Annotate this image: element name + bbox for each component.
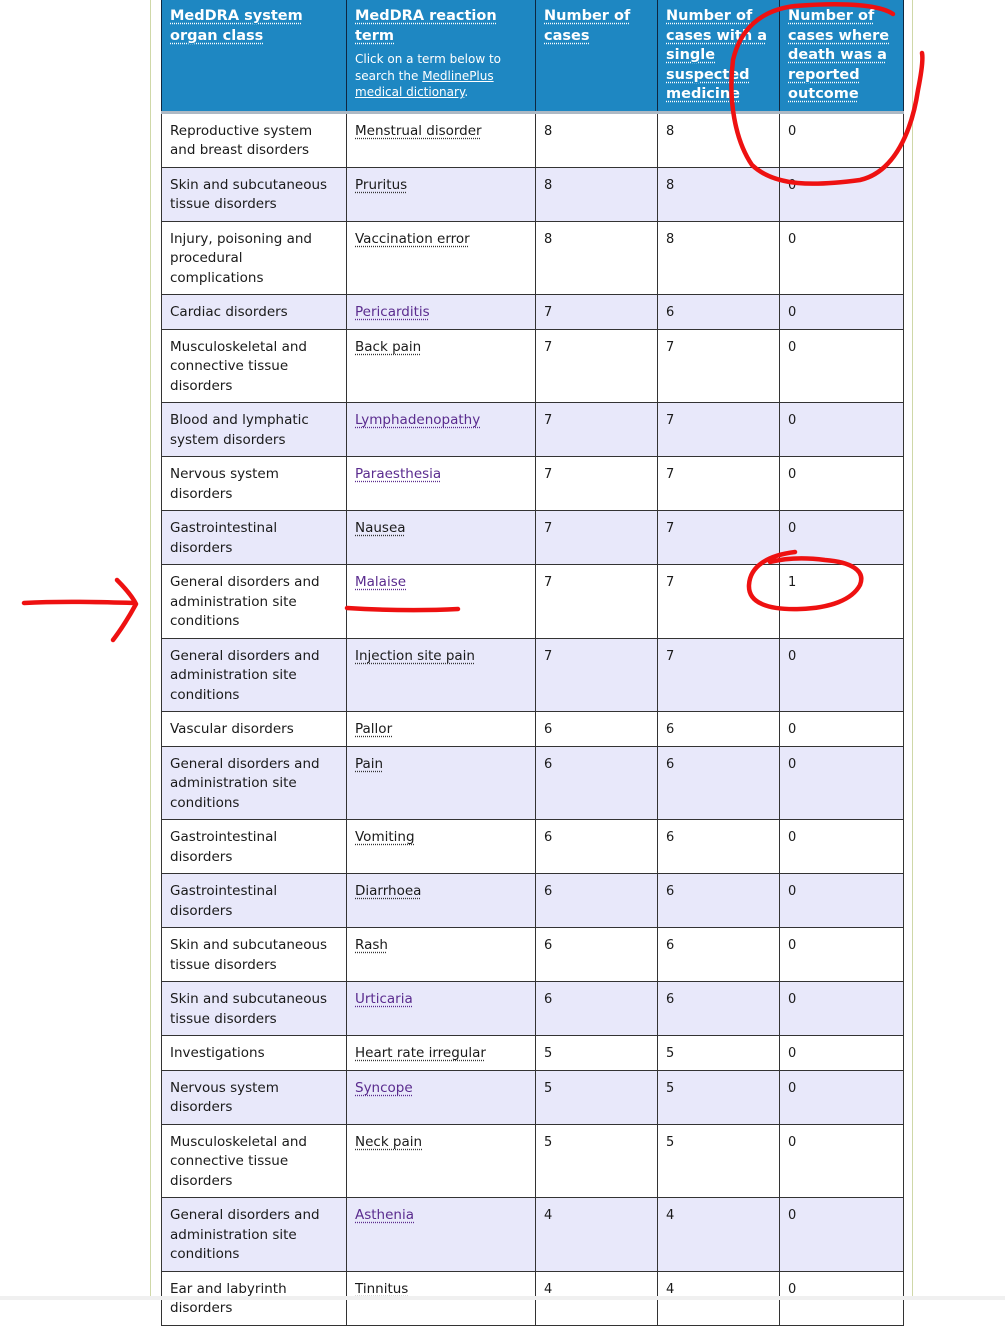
page-border-right bbox=[912, 0, 913, 1300]
cell-system-organ-class-value: Blood and lymphatic system disorders bbox=[170, 412, 309, 448]
cell-system-organ-class bbox=[162, 403, 347, 457]
cell-reaction-term bbox=[347, 295, 536, 330]
header-term-note-suffix: . bbox=[464, 85, 469, 99]
cell-number-of-cases-value: 4 bbox=[544, 1208, 553, 1223]
cell-death-outcome bbox=[780, 712, 904, 747]
cell-single-suspected-medicine-value: 6 bbox=[666, 938, 675, 953]
cell-single-suspected-medicine-value: 6 bbox=[666, 756, 675, 772]
cell-number-of-cases bbox=[536, 329, 658, 403]
cell-single-suspected-medicine bbox=[658, 1198, 780, 1272]
table-row bbox=[162, 403, 904, 457]
cell-number-of-cases-value: 6 bbox=[544, 884, 553, 899]
reaction-term-link[interactable]: Lymphadenopathy bbox=[355, 412, 481, 428]
cell-number-of-cases-value: 7 bbox=[544, 339, 553, 355]
cell-death-outcome bbox=[780, 112, 904, 167]
cell-single-suspected-medicine bbox=[658, 565, 780, 639]
cell-system-organ-class bbox=[162, 1070, 347, 1124]
header-term-note bbox=[355, 51, 527, 101]
cell-number-of-cases bbox=[536, 928, 658, 982]
cell-single-suspected-medicine bbox=[658, 638, 780, 712]
cell-single-suspected-medicine-value: 6 bbox=[666, 830, 675, 845]
cell-death-outcome-value: 0 bbox=[788, 339, 797, 355]
window-bottom-edge bbox=[0, 1296, 1005, 1300]
reaction-term-link[interactable]: Syncope bbox=[355, 1079, 413, 1096]
cell-number-of-cases bbox=[536, 1036, 658, 1071]
table-row bbox=[162, 820, 904, 874]
cell-system-organ-class bbox=[162, 167, 347, 221]
cell-single-suspected-medicine-value: 4 bbox=[666, 1281, 675, 1297]
cell-single-suspected-medicine-value: 7 bbox=[666, 413, 675, 428]
cell-system-organ-class bbox=[162, 511, 347, 565]
header-row bbox=[162, 0, 904, 112]
table-row bbox=[162, 638, 904, 712]
cell-number-of-cases-value: 6 bbox=[544, 992, 553, 1007]
cell-reaction-term bbox=[347, 403, 536, 457]
cell-system-organ-class bbox=[162, 874, 347, 928]
cell-reaction-term bbox=[347, 1070, 536, 1124]
cell-death-outcome bbox=[780, 928, 904, 982]
cell-single-suspected-medicine-value: 6 bbox=[666, 992, 675, 1007]
cell-death-outcome-value: 0 bbox=[788, 521, 797, 536]
cell-single-suspected-medicine-value: 6 bbox=[666, 884, 675, 899]
table-row bbox=[162, 511, 904, 565]
cell-system-organ-class-value: Musculoskeletal and connective tissue disorders bbox=[170, 1133, 307, 1189]
cell-system-organ-class-value: Skin and subcutaneous tissue disorders bbox=[170, 991, 328, 1027]
cell-number-of-cases-value: 7 bbox=[544, 467, 553, 482]
annotation-arrow-icon bbox=[24, 580, 136, 640]
cell-death-outcome-value: 0 bbox=[788, 177, 797, 193]
cell-death-outcome bbox=[780, 982, 904, 1036]
cell-single-suspected-medicine bbox=[658, 167, 780, 221]
reaction-term-link[interactable]: Rash bbox=[355, 937, 388, 953]
cell-system-organ-class bbox=[162, 295, 347, 330]
cell-reaction-term bbox=[347, 112, 536, 167]
cell-reaction-term bbox=[347, 329, 536, 403]
cell-single-suspected-medicine bbox=[658, 928, 780, 982]
cell-system-organ-class-value: Skin and subcutaneous tissue disorders bbox=[170, 937, 328, 973]
cell-system-organ-class-value: Nervous system disorders bbox=[170, 466, 279, 502]
cell-single-suspected-medicine bbox=[658, 712, 780, 747]
cell-number-of-cases-value: 8 bbox=[544, 231, 553, 247]
cell-death-outcome-value: 0 bbox=[788, 938, 797, 953]
cell-number-of-cases bbox=[536, 221, 658, 295]
header-cases-label[interactable]: Number of cases bbox=[544, 8, 631, 44]
table-row bbox=[162, 112, 904, 167]
cell-reaction-term bbox=[347, 874, 536, 928]
cell-single-suspected-medicine-value: 7 bbox=[666, 467, 675, 482]
cell-death-outcome-value: 0 bbox=[788, 1281, 797, 1297]
cell-number-of-cases-value: 6 bbox=[544, 830, 553, 845]
cell-number-of-cases bbox=[536, 820, 658, 874]
cell-system-organ-class-value: Ear and labyrinth disorders bbox=[170, 1280, 287, 1316]
cell-death-outcome-value: 0 bbox=[788, 1046, 797, 1061]
cell-number-of-cases-value: 6 bbox=[544, 722, 553, 737]
cell-number-of-cases bbox=[536, 1124, 658, 1198]
reaction-term-link[interactable]: Tinnitus bbox=[355, 1280, 409, 1297]
cell-system-organ-class-value: General disorders and administration site conditions bbox=[170, 755, 320, 811]
table-row bbox=[162, 1070, 904, 1124]
cell-single-suspected-medicine-value: 6 bbox=[666, 722, 675, 737]
cell-reaction-term bbox=[347, 746, 536, 820]
cell-death-outcome-value: 0 bbox=[788, 467, 797, 482]
cell-single-suspected-medicine bbox=[658, 874, 780, 928]
cell-single-suspected-medicine-value: 6 bbox=[666, 305, 675, 320]
table-row bbox=[162, 1198, 904, 1272]
cell-death-outcome-value: 0 bbox=[788, 648, 797, 664]
table-row bbox=[162, 746, 904, 820]
cell-number-of-cases bbox=[536, 712, 658, 747]
cell-system-organ-class-value: General disorders and administration site conditions bbox=[170, 574, 320, 629]
reaction-term-link[interactable]: Urticaria bbox=[355, 991, 413, 1007]
cell-single-suspected-medicine bbox=[658, 403, 780, 457]
cell-single-suspected-medicine bbox=[658, 112, 780, 167]
cell-death-outcome-value: 0 bbox=[788, 722, 797, 737]
cell-system-organ-class bbox=[162, 712, 347, 747]
cell-system-organ-class bbox=[162, 565, 347, 639]
cell-death-outcome bbox=[780, 1124, 904, 1198]
cell-number-of-cases bbox=[536, 982, 658, 1036]
cell-death-outcome-value: 0 bbox=[788, 992, 797, 1007]
cell-system-organ-class bbox=[162, 1036, 347, 1071]
cell-system-organ-class bbox=[162, 638, 347, 712]
cell-system-organ-class bbox=[162, 457, 347, 511]
header-soc-label[interactable]: MedDRA system organ class bbox=[170, 8, 303, 44]
cell-system-organ-class bbox=[162, 1124, 347, 1198]
cell-system-organ-class bbox=[162, 820, 347, 874]
table-row bbox=[162, 565, 904, 639]
cell-death-outcome-value: 0 bbox=[788, 413, 797, 428]
cell-single-suspected-medicine bbox=[658, 221, 780, 295]
cell-single-suspected-medicine bbox=[658, 295, 780, 330]
reaction-term-link[interactable]: Menstrual disorder bbox=[355, 122, 482, 139]
cell-number-of-cases-value: 7 bbox=[544, 521, 553, 536]
cell-death-outcome-value: 0 bbox=[788, 1208, 797, 1223]
cell-system-organ-class bbox=[162, 112, 347, 167]
cell-single-suspected-medicine-value: 5 bbox=[666, 1134, 675, 1150]
cell-single-suspected-medicine bbox=[658, 1124, 780, 1198]
cell-single-suspected-medicine bbox=[658, 1036, 780, 1071]
cell-death-outcome-value: 0 bbox=[788, 830, 797, 845]
reaction-term-link[interactable]: Pruritus bbox=[355, 176, 408, 193]
cell-single-suspected-medicine-value: 8 bbox=[666, 177, 675, 193]
cell-single-suspected-medicine bbox=[658, 329, 780, 403]
header-death-label[interactable]: Number of cases where death was a reported outcome bbox=[788, 8, 890, 102]
cell-system-organ-class-value: Reproductive system and breast disorders bbox=[170, 122, 313, 158]
reaction-term-link[interactable]: Heart rate irregular bbox=[355, 1045, 486, 1061]
cell-death-outcome-value: 0 bbox=[788, 1080, 797, 1096]
cell-reaction-term bbox=[347, 511, 536, 565]
table-row bbox=[162, 1036, 904, 1071]
adverse-reactions-table bbox=[161, 0, 904, 1326]
header-death[interactable] bbox=[780, 0, 904, 112]
cell-system-organ-class bbox=[162, 928, 347, 982]
cell-system-organ-class-value: Investigations bbox=[170, 1045, 265, 1061]
reaction-term-link[interactable]: Vaccination error bbox=[355, 230, 470, 247]
cell-single-suspected-medicine-value: 7 bbox=[666, 339, 675, 355]
reaction-term-link[interactable]: Malaise bbox=[355, 574, 407, 590]
table-row bbox=[162, 712, 904, 747]
cell-single-suspected-medicine-value: 8 bbox=[666, 231, 675, 247]
cell-reaction-term bbox=[347, 638, 536, 712]
table-row bbox=[162, 221, 904, 295]
cell-system-organ-class-value: Cardiac disorders bbox=[170, 304, 288, 320]
reaction-term-link[interactable]: Paraesthesia bbox=[355, 466, 442, 482]
cell-single-suspected-medicine bbox=[658, 746, 780, 820]
reaction-term-link[interactable]: Nausea bbox=[355, 520, 406, 536]
cell-system-organ-class bbox=[162, 1198, 347, 1272]
cell-death-outcome bbox=[780, 167, 904, 221]
table-row bbox=[162, 295, 904, 330]
cell-reaction-term bbox=[347, 1124, 536, 1198]
reaction-term-link[interactable]: Pericarditis bbox=[355, 304, 430, 320]
table-body bbox=[162, 112, 904, 1325]
cell-system-organ-class bbox=[162, 982, 347, 1036]
cell-number-of-cases bbox=[536, 746, 658, 820]
cell-number-of-cases-value: 4 bbox=[544, 1281, 553, 1297]
cell-system-organ-class bbox=[162, 329, 347, 403]
cell-system-organ-class-value: General disorders and administration site conditions bbox=[170, 1207, 320, 1262]
reaction-term-link[interactable]: Pain bbox=[355, 755, 384, 772]
cell-reaction-term bbox=[347, 928, 536, 982]
cell-number-of-cases bbox=[536, 565, 658, 639]
cell-reaction-term bbox=[347, 1036, 536, 1071]
cell-death-outcome bbox=[780, 1036, 904, 1071]
cell-number-of-cases-value: 7 bbox=[544, 413, 553, 428]
cell-death-outcome-value: 0 bbox=[788, 231, 797, 247]
cell-single-suspected-medicine bbox=[658, 457, 780, 511]
cell-system-organ-class-value: General disorders and administration site conditions bbox=[170, 647, 320, 703]
page-border-left bbox=[150, 0, 151, 1300]
cell-reaction-term bbox=[347, 712, 536, 747]
cell-death-outcome-value: 0 bbox=[788, 884, 797, 899]
cell-death-outcome bbox=[780, 1070, 904, 1124]
header-soc[interactable] bbox=[162, 0, 347, 112]
cell-single-suspected-medicine-value: 5 bbox=[666, 1046, 675, 1061]
cell-system-organ-class-value: Skin and subcutaneous tissue disorders bbox=[170, 176, 328, 212]
cell-system-organ-class bbox=[162, 746, 347, 820]
cell-single-suspected-medicine-value: 5 bbox=[666, 1080, 675, 1096]
cell-number-of-cases bbox=[536, 167, 658, 221]
cell-number-of-cases bbox=[536, 295, 658, 330]
cell-system-organ-class-value: Gastrointestinal disorders bbox=[170, 520, 278, 556]
cell-death-outcome bbox=[780, 820, 904, 874]
table-row bbox=[162, 1124, 904, 1198]
cell-death-outcome-value: 0 bbox=[788, 756, 797, 772]
cell-number-of-cases bbox=[536, 638, 658, 712]
cell-death-outcome-value: 0 bbox=[788, 305, 797, 320]
reaction-term-link[interactable]: Diarrhoea bbox=[355, 883, 422, 899]
cell-death-outcome bbox=[780, 1198, 904, 1272]
table-row bbox=[162, 167, 904, 221]
reaction-term-link[interactable]: Back pain bbox=[355, 338, 422, 355]
cell-death-outcome-value: 1 bbox=[788, 575, 797, 590]
cell-number-of-cases-value: 8 bbox=[544, 123, 553, 139]
cell-death-outcome bbox=[780, 511, 904, 565]
cell-reaction-term bbox=[347, 565, 536, 639]
header-cases[interactable] bbox=[536, 0, 658, 112]
cell-number-of-cases-value: 7 bbox=[544, 305, 553, 320]
cell-single-suspected-medicine-value: 4 bbox=[666, 1208, 675, 1223]
cell-death-outcome-value: 0 bbox=[788, 123, 797, 139]
cell-death-outcome bbox=[780, 457, 904, 511]
cell-system-organ-class-value: Musculoskeletal and connective tissue disorders bbox=[170, 338, 307, 394]
cell-single-suspected-medicine bbox=[658, 982, 780, 1036]
cell-system-organ-class-value: Injury, poisoning and procedural complications bbox=[170, 230, 312, 286]
cell-number-of-cases-value: 5 bbox=[544, 1134, 553, 1150]
table-row bbox=[162, 329, 904, 403]
reaction-term-link[interactable]: Vomiting bbox=[355, 829, 415, 845]
cell-reaction-term bbox=[347, 221, 536, 295]
table-row bbox=[162, 982, 904, 1036]
reaction-term-link[interactable]: Injection site pain bbox=[355, 647, 475, 664]
reaction-term-link[interactable]: Asthenia bbox=[355, 1207, 415, 1223]
cell-death-outcome bbox=[780, 874, 904, 928]
cell-single-suspected-medicine bbox=[658, 820, 780, 874]
header-single[interactable] bbox=[658, 0, 780, 112]
cell-number-of-cases bbox=[536, 874, 658, 928]
cell-number-of-cases bbox=[536, 511, 658, 565]
cell-system-organ-class-value: Vascular disorders bbox=[170, 721, 294, 737]
header-single-label[interactable]: Number of cases with a single suspected medicine bbox=[666, 8, 767, 102]
cell-number-of-cases-value: 8 bbox=[544, 177, 553, 193]
cell-death-outcome bbox=[780, 746, 904, 820]
cell-number-of-cases-value: 5 bbox=[544, 1080, 553, 1096]
cell-number-of-cases-value: 6 bbox=[544, 938, 553, 953]
cell-number-of-cases bbox=[536, 1070, 658, 1124]
cell-death-outcome bbox=[780, 221, 904, 295]
cell-death-outcome-value: 0 bbox=[788, 1134, 797, 1150]
cell-reaction-term bbox=[347, 1198, 536, 1272]
cell-number-of-cases bbox=[536, 1198, 658, 1272]
cell-single-suspected-medicine-value: 7 bbox=[666, 575, 675, 590]
cell-death-outcome bbox=[780, 329, 904, 403]
cell-number-of-cases bbox=[536, 403, 658, 457]
cell-number-of-cases bbox=[536, 112, 658, 167]
table-row bbox=[162, 874, 904, 928]
header-term-label[interactable]: MedDRA reaction term bbox=[355, 8, 497, 44]
cell-number-of-cases bbox=[536, 457, 658, 511]
cell-reaction-term bbox=[347, 820, 536, 874]
cell-number-of-cases-value: 5 bbox=[544, 1046, 553, 1061]
cell-reaction-term bbox=[347, 982, 536, 1036]
table-row bbox=[162, 928, 904, 982]
cell-system-organ-class-value: Gastrointestinal disorders bbox=[170, 883, 278, 919]
cell-single-suspected-medicine-value: 7 bbox=[666, 648, 675, 664]
reaction-term-link[interactable]: Pallor bbox=[355, 721, 393, 737]
cell-reaction-term bbox=[347, 457, 536, 511]
cell-number-of-cases-value: 7 bbox=[544, 575, 553, 590]
cell-death-outcome bbox=[780, 295, 904, 330]
cell-single-suspected-medicine bbox=[658, 511, 780, 565]
header-term[interactable] bbox=[347, 0, 536, 112]
header-term-note-prefix: Click on a term below to search the bbox=[355, 52, 502, 83]
table-row bbox=[162, 457, 904, 511]
reaction-term-link[interactable]: Neck pain bbox=[355, 1133, 423, 1150]
medlineplus-link[interactable]: MedlinePlus medical dictionary bbox=[355, 68, 494, 99]
cell-single-suspected-medicine bbox=[658, 1070, 780, 1124]
cell-single-suspected-medicine-value: 8 bbox=[666, 123, 675, 139]
cell-reaction-term bbox=[347, 167, 536, 221]
cell-single-suspected-medicine-value: 7 bbox=[666, 521, 675, 536]
cell-death-outcome bbox=[780, 565, 904, 639]
cell-number-of-cases-value: 6 bbox=[544, 756, 553, 772]
cell-system-organ-class bbox=[162, 221, 347, 295]
cell-death-outcome bbox=[780, 638, 904, 712]
cell-system-organ-class-value: Gastrointestinal disorders bbox=[170, 829, 278, 865]
cell-death-outcome bbox=[780, 403, 904, 457]
cell-system-organ-class-value: Nervous system disorders bbox=[170, 1079, 279, 1115]
cell-number-of-cases-value: 7 bbox=[544, 648, 553, 664]
